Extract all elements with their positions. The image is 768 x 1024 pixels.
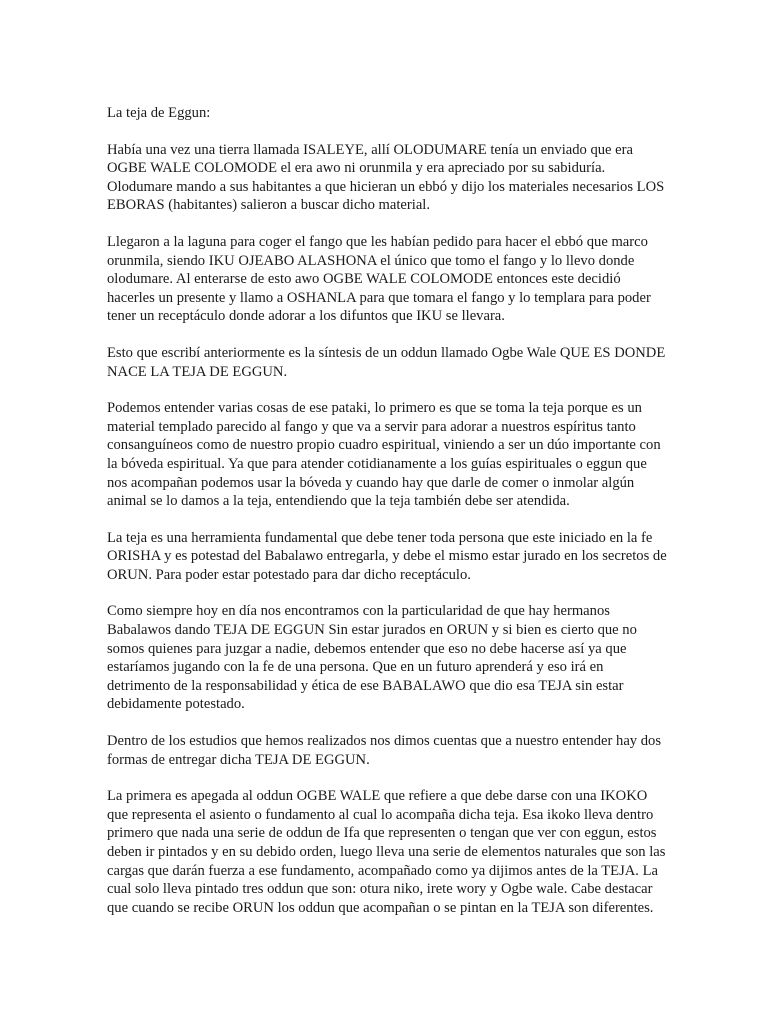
paragraph-7: Dentro de los estudios que hemos realizados nos dimos cuentas que a nuestro entender hay dos formas de entregar dicha TEJA DE EGGUN. <box>107 733 662 768</box>
paragraph-1: Había una vez una tierra llamada ISALEYE, allí OLODUMARE tenía un enviado que era OGBE WALE COLOMODE el era awo ni orunmila y era apreciado por su sabiduría. Olodumare mando a sus habitantes a que hicieran un ebbó y dijo los materiales necesarios LOS EBORAS (habitantes) salieron a buscar dicho material. <box>107 141 665 214</box>
paragraph-3: Esto que escribí anteriormente es la síntesis de un oddun llamado Ogbe Wale QUE ES DONDE NACE LA TEJA DE EGGUN. <box>107 344 666 380</box>
paragraph-5: La teja es una herramienta fundamental que debe tener toda persona que este iniciado en la fe ORISHA y es potestad del Babalawo entregarla, y debe el mismo estar jurado en los secretos de ORUN. Para poder estar potestado para dar dicho receptáculo. <box>107 529 667 583</box>
paragraph-2: Llegaron a la laguna para coger el fango que les habían pedido para hacer el ebbó que marco orunmila, siendo IKU OJEABO ALASHONA el único que tomo el fango y lo llevo donde olodumare. Al enterarse de esto awo OGBE WALE COLOMODE entonces este decidió hacerles un presente y llamo a OSHANLA para que tomara el fango y lo templara para poder tener un receptáculo donde adorar a los difuntos que IKU se llevara. <box>107 233 651 325</box>
paragraph-4: Podemos entender varias cosas de ese pataki, lo primero es que se toma la teja porque es un material templado parecido al fango y que va a servir para adorar a nuestros espíritus tanto consanguíneos como de nuestro propio cuadro espiritual, viniendo a ser un dúo importante con la bóveda espiritual. Ya que para atender cotidianamente a los guías espirituales o eggun que nos acompañan podemos usar la bóveda y cuando hay que darle de comer o inmolar algún animal se lo damos a la teja, entendiendo que la teja también debe ser atendida. <box>107 400 661 510</box>
document-page <box>107 104 667 935</box>
document-title: La teja de Eggun: <box>107 105 211 121</box>
paragraph-8: La primera es apegada al oddun OGBE WALE que refiere a que debe darse con una IKOKO que representa el asiento o fundamento al cual lo acompaña dicha teja. Esa ikoko lleva dentro primero que nada una serie de oddun de Ifa que representen o tengan que ver con eggun, estos deben ir pintados y en su debido orden, luego lleva una serie de elementos naturales que son las cargas que darán fuerza a ese fundamento, acompañado como ya dijimos antes de la TEJA. La cual solo lleva pintado tres oddun que son: otura niko, irete wory y Ogbe wale. Cabe destacar que cuando se recibe ORUN los oddun que acompañan o se pintan en la TEJA son diferentes. <box>107 788 666 916</box>
paragraph-6: Como siempre hoy en día nos encontramos con la particularidad de que hay hermanos Babalawos dando TEJA DE EGGUN Sin estar jurados en ORUN y si bien es cierto que no somos quienes para juzgar a nadie, debemos entender que eso no debe hacerse así ya que estaríamos jugando con la fe de una persona. Que en un futuro aprenderá y eso irá en detrimento de la responsabilidad y ética de ese BABALAWO que dio esa TEJA sin estar debidamente potestado. <box>107 603 637 713</box>
